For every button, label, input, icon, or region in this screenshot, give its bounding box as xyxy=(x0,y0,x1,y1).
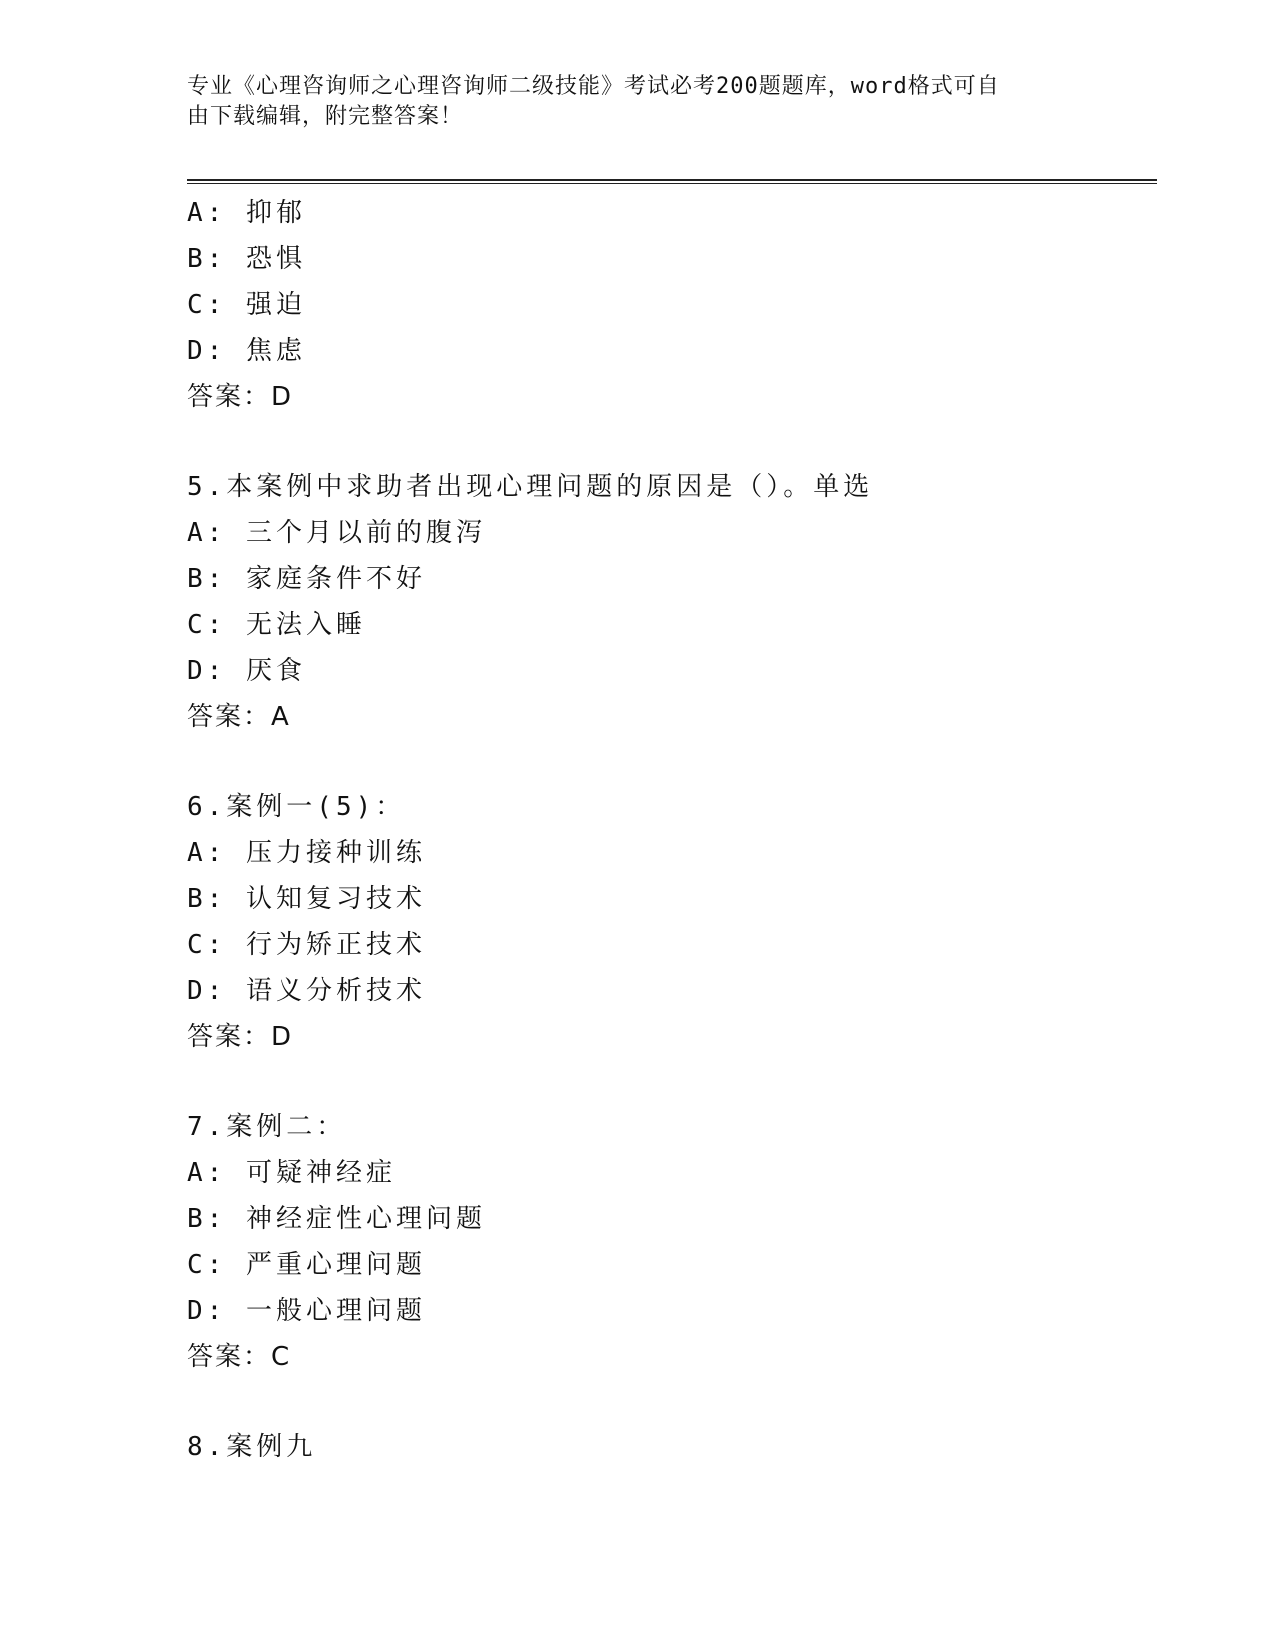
spacer xyxy=(187,420,1157,464)
option-c: C: 严重心理问题 xyxy=(187,1250,426,1280)
option-b: B: 神经症性心理问题 xyxy=(187,1204,486,1234)
question-stem: 5.本案例中求助者出现心理问题的原因是（）。单选 xyxy=(187,472,874,502)
spacer xyxy=(187,1060,1157,1104)
question-6 xyxy=(187,784,1157,1060)
option-c: C: 无法入睡 xyxy=(187,610,366,640)
option-d: D: 一般心理问题 xyxy=(187,1296,426,1326)
option-c: C: 行为矫正技术 xyxy=(187,930,426,960)
answer: 答案：C xyxy=(187,1342,292,1372)
question-list xyxy=(187,190,1157,1470)
question-stem: 6.案例一(5)： xyxy=(187,792,406,822)
header-divider xyxy=(187,179,1157,184)
header-line-2: 由下载编辑，附完整答案！ xyxy=(187,104,464,129)
spacer xyxy=(187,740,1157,784)
question-7 xyxy=(187,1104,1157,1380)
question-5 xyxy=(187,464,1157,740)
option-a: A: 抑郁 xyxy=(187,198,306,228)
answer: 答案：D xyxy=(187,1022,294,1052)
option-c: C: 强迫 xyxy=(187,290,306,320)
option-d: D: 厌食 xyxy=(187,656,306,686)
option-a: A: 可疑神经症 xyxy=(187,1158,396,1188)
question-4-continued xyxy=(187,190,1157,420)
question-8 xyxy=(187,1424,1157,1470)
header-line-1: 专业《心理咨询师之心理咨询师二级技能》考试必考200题题库，word格式可自 xyxy=(187,74,1000,99)
spacer xyxy=(187,1380,1157,1424)
option-d: D: 焦虑 xyxy=(187,336,306,366)
answer: 答案：D xyxy=(187,382,294,412)
question-stem: 8.案例九 xyxy=(187,1432,317,1462)
option-b: B: 认知复习技术 xyxy=(187,884,426,914)
answer: 答案：A xyxy=(187,702,291,732)
document-header xyxy=(187,72,1067,132)
option-d: D: 语义分析技术 xyxy=(187,976,426,1006)
option-b: B: 恐惧 xyxy=(187,244,306,274)
question-stem: 7.案例二： xyxy=(187,1112,347,1142)
option-a: A: 压力接种训练 xyxy=(187,838,426,868)
option-a: A: 三个月以前的腹泻 xyxy=(187,518,486,548)
option-b: B: 家庭条件不好 xyxy=(187,564,426,594)
